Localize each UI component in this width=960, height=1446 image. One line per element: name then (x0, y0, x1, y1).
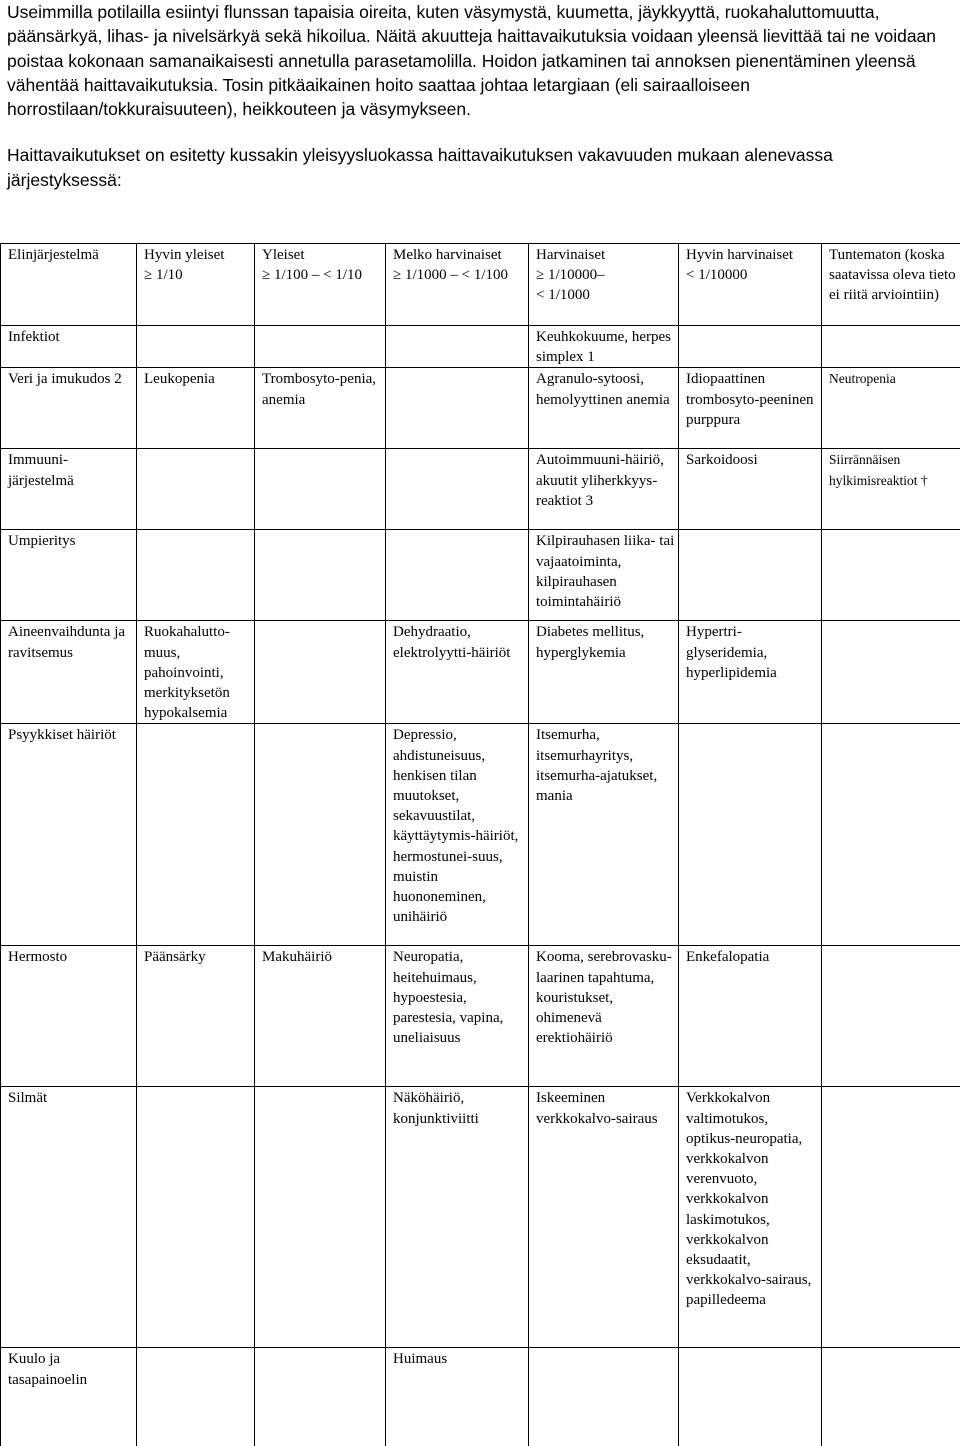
table-row (1, 326, 960, 368)
organ-system-cell: Umpieritys (1, 530, 137, 621)
frequency-cell (255, 1087, 386, 1348)
frequency-cell: Trombosyto-penia, anemia (255, 368, 386, 449)
header-cell (137, 244, 255, 326)
frequency-cell (137, 449, 255, 530)
frequency-cell: Huimaus (386, 1348, 529, 1446)
header-text: Harvinaiset (536, 245, 675, 265)
frequency-cell: Idiopaattinen trombosyto-peeninen purppura (679, 368, 822, 449)
organ-system-cell: Hermosto (1, 946, 137, 1087)
table-row (1, 946, 960, 1087)
frequency-cell (386, 530, 529, 621)
frequency-cell (822, 621, 960, 724)
header-cell (1, 244, 137, 326)
frequency-cell: Keuhkokuume, herpes simplex 1 (529, 326, 679, 368)
frequency-cell: Enkefalopatia (679, 946, 822, 1087)
intro-paragraph-1: Useimmilla potilailla esiintyi flunssan tapaisia oireita, kuten väsymystä, kuumetta, jäykkyyttä, ruokahaluttomuutta, päänsärkyä, lihas- ja nivelsärkyä sekä hikoilua. Näitä akuutteja haittavaikutuksia voidaan yleensä lievittää tai ne voidaan poistaa kokonaan samanaikaisesti annetulla parasetamolilla. Hoidon jatkaminen tai annoksen pienentäminen yleensä vähentää haittavaikutuksia. Tosin pitkäaikainen hoito saattaa johtaa letargiaan (eli sairaalloiseen horrostilaan/tokkuraisuuteen), heikkouteen ja väsymykseen. (7, 0, 952, 121)
header-row (1, 244, 960, 326)
frequency-cell: Agranulo-sytoosi, hemolyyttinen anemia (529, 368, 679, 449)
header-text: Yleiset (262, 245, 382, 265)
frequency-cell: Kooma, serebrovasku-laarinen tapahtuma, kouristukset, ohimenevä erektiohäiriö (529, 946, 679, 1087)
frequency-cell (255, 530, 386, 621)
header-cell (679, 244, 822, 326)
frequency-cell: Neuropatia, heitehuimaus, hypoestesia, parestesia, vapina, uneliaisuus (386, 946, 529, 1087)
frequency-cell: Päänsärky (137, 946, 255, 1087)
frequency-cell: Siirrännäisen hylkimisreaktiot † (822, 449, 960, 530)
frequency-cell (255, 1348, 386, 1446)
header-cell (529, 244, 679, 326)
frequency-cell: Leukopenia (137, 368, 255, 449)
header-text: ≥ 1/10000– (536, 265, 675, 285)
frequency-cell: Kilpirauhasen liika- tai vajaatoiminta, kilpirauhasen toimintahäiriö (529, 530, 679, 621)
organ-system-cell: Psyykkiset häiriöt (1, 724, 137, 946)
table-row (1, 449, 960, 530)
frequency-cell: Sarkoidoosi (679, 449, 822, 530)
intro-paragraph-2: Haittavaikutukset on esitetty kussakin yleisyysluokassa haittavaikutuksen vakavuuden mukaan alenevassa järjestyksessä: (7, 143, 952, 192)
frequency-cell: Itsemurha, itsemurhayritys, itsemurha-ajatukset, mania (529, 724, 679, 946)
header-text: Elinjärjestelmä (8, 245, 133, 265)
header-text: Hyvin harvinaiset (686, 245, 818, 265)
organ-system-cell: Veri ja imukudos 2 (1, 368, 137, 449)
table-row (1, 1087, 960, 1348)
table-row (1, 724, 960, 946)
frequency-cell: Dehydraatio, elektrolyytti-häiriöt (386, 621, 529, 724)
table-row (1, 1348, 960, 1446)
header-text: < 1/10000 (686, 265, 818, 285)
frequency-cell (137, 1087, 255, 1348)
adverse-effects-table (0, 243, 960, 1446)
frequency-cell (386, 449, 529, 530)
frequency-cell: Neutropenia (822, 368, 960, 449)
frequency-cell (386, 368, 529, 449)
frequency-cell (822, 1348, 960, 1446)
frequency-cell (255, 326, 386, 368)
frequency-cell: Näköhäiriö, konjunktiviitti (386, 1087, 529, 1348)
frequency-cell (137, 326, 255, 368)
frequency-cell (679, 326, 822, 368)
organ-system-cell: Infektiot (1, 326, 137, 368)
frequency-cell (679, 530, 822, 621)
header-text: Hyvin yleiset (144, 245, 251, 265)
header-text: ≥ 1/10 (144, 265, 251, 285)
frequency-cell (386, 326, 529, 368)
frequency-cell (137, 530, 255, 621)
frequency-cell (679, 724, 822, 946)
frequency-cell: Verkkokalvon valtimotukos, optikus-neuropatia, verkkokalvon verenvuoto, verkkokalvon laskimotukos, verkkokalvon eksudaatit, verkkokalvo-sairaus, papilledeema (679, 1087, 822, 1348)
table-row (1, 368, 960, 449)
frequency-cell (822, 530, 960, 621)
intro-text (7, 0, 952, 192)
organ-system-cell: Kuulo ja tasapainoelin (1, 1348, 137, 1446)
frequency-cell (822, 724, 960, 946)
frequency-cell (822, 326, 960, 368)
frequency-cell: Autoimmuuni-häiriö, akuutit yliherkkyys-reaktiot 3 (529, 449, 679, 530)
header-text: Melko harvinaiset (393, 245, 525, 265)
header-text: < 1/1000 (536, 285, 675, 305)
organ-system-cell: Silmät (1, 1087, 137, 1348)
header-cell (822, 244, 960, 326)
frequency-cell (255, 724, 386, 946)
frequency-cell: Ruokahalutto-muus, pahoinvointi, merkityksetön hypokalsemia (137, 621, 255, 724)
header-cell (386, 244, 529, 326)
header-text: Tuntematon (koska saatavissa oleva tieto ei riitä arviointiin) (829, 245, 957, 306)
header-text: ≥ 1/1000 – < 1/100 (393, 265, 525, 285)
frequency-cell: Iskeeminen verkkokalvo-sairaus (529, 1087, 679, 1348)
frequency-cell (137, 724, 255, 946)
organ-system-cell: Immuuni-järjestelmä (1, 449, 137, 530)
table-row (1, 530, 960, 621)
header-text: ≥ 1/100 – < 1/10 (262, 265, 382, 285)
frequency-cell: Hypertri-glyseridemia, hyperlipidemia (679, 621, 822, 724)
frequency-cell: Diabetes mellitus, hyperglykemia (529, 621, 679, 724)
organ-system-cell: Aineenvaihdunta ja ravitsemus (1, 621, 137, 724)
frequency-cell (255, 449, 386, 530)
frequency-cell (822, 946, 960, 1087)
frequency-cell (255, 621, 386, 724)
frequency-cell: Depressio, ahdistuneisuus, henkisen tilan muutokset, sekavuustilat, käyttäytymis-häiriöt, hermostunei-suus, muistin huononeminen, unihäiriö (386, 724, 529, 946)
frequency-cell (822, 1087, 960, 1348)
frequency-cell (679, 1348, 822, 1446)
frequency-cell (529, 1348, 679, 1446)
header-cell (255, 244, 386, 326)
frequency-cell: Makuhäiriö (255, 946, 386, 1087)
frequency-cell (137, 1348, 255, 1446)
table-row (1, 621, 960, 724)
